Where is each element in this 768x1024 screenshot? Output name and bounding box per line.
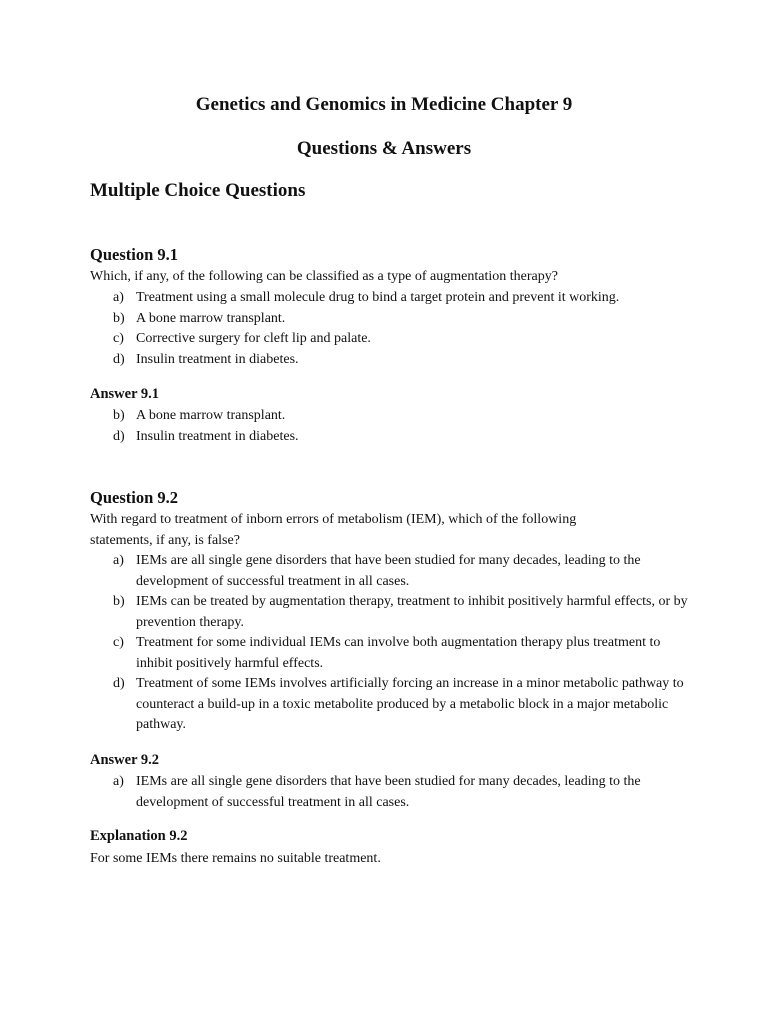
option-letter: b) — [113, 594, 125, 609]
option-text: A bone marrow transplant. — [136, 408, 286, 423]
list-item — [90, 350, 690, 371]
question-9-2-text: With regard to treatment of inborn errors of metabolism (IEM), which of the following statements, if any, is false? — [90, 512, 577, 548]
explanation-9-2-text: For some IEMs there remains no suitable treatment. — [90, 851, 381, 866]
list-item — [90, 551, 690, 592]
option-letter: d) — [113, 676, 125, 691]
option-text: Treatment of some IEMs involves artificially forcing an increase in a minor metabolic pathway to counteract a build-up in a toxic metabolite produced by a metabolic block in a major metabolic pathway. — [136, 676, 684, 732]
document-title: Genetics and Genomics in Medicine Chapter 9 — [195, 94, 573, 115]
option-letter: c) — [113, 331, 124, 346]
list-item — [90, 329, 690, 350]
option-text: Corrective surgery for cleft lip and palate. — [136, 331, 371, 346]
question-9-1-heading: Question 9.1 — [90, 245, 179, 264]
option-text: IEMs can be treated by augmentation therapy, treatment to inhibit positively harmful effects, or by prevention therapy. — [136, 594, 688, 630]
list-item — [90, 427, 690, 448]
question-9-2-heading: Question 9.2 — [90, 488, 179, 507]
option-letter: d) — [113, 428, 125, 444]
answer-9-2-heading: Answer 9.2 — [90, 752, 160, 768]
option-text: Treatment using a small molecule drug to bind a target protein and prevent it working. — [136, 290, 620, 305]
question-9-1-options — [90, 288, 690, 370]
explanation-9-2-heading: Explanation 9.2 — [90, 828, 188, 844]
option-letter: b) — [113, 408, 125, 423]
answer-9-2-options — [90, 772, 690, 813]
answer-9-1-options — [90, 406, 690, 447]
option-letter: c) — [113, 635, 124, 650]
option-letter: d) — [113, 351, 125, 367]
list-item — [90, 288, 690, 309]
option-text: IEMs are all single gene disorders that have been studied for many decades, leading to the development of successful treatment in all cases. — [136, 774, 641, 810]
question-9-2-options — [90, 551, 690, 736]
section-heading: Multiple Choice Questions — [90, 180, 306, 201]
document-subtitle: Questions & Answers — [296, 138, 472, 159]
option-text: IEMs are all single gene disorders that have been studied for many decades, leading to the development of successful treatment in all cases. — [136, 553, 641, 589]
option-text: Insulin treatment in diabetes. — [136, 351, 299, 367]
option-text: Insulin treatment in diabetes. — [136, 428, 299, 444]
option-letter: a) — [113, 553, 124, 568]
list-item — [90, 633, 690, 674]
option-letter: b) — [113, 310, 125, 326]
question-9-1-text: Which, if any, of the following can be classified as a type of augmentation therapy? — [90, 269, 558, 284]
option-text: A bone marrow transplant. — [136, 310, 286, 326]
list-item — [90, 674, 690, 736]
option-letter: a) — [113, 774, 124, 789]
answer-9-1-heading: Answer 9.1 — [90, 386, 160, 402]
list-item — [90, 309, 690, 330]
option-text: Treatment for some individual IEMs can involve both augmentation therapy plus treatment to inhibit positively harmful effects. — [136, 635, 661, 671]
list-item — [90, 406, 690, 427]
list-item — [90, 772, 690, 813]
list-item — [90, 592, 690, 633]
option-letter: a) — [113, 290, 124, 305]
